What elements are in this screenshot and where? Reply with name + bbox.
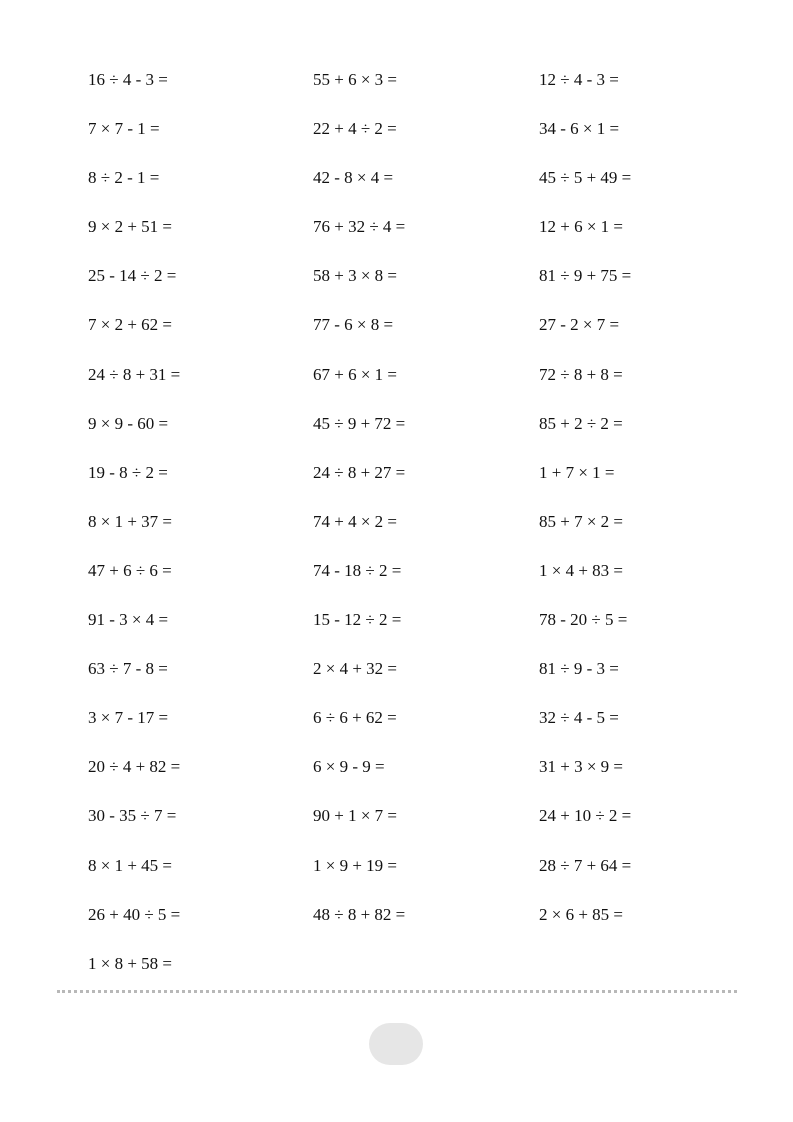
math-problem: 8 × 1 + 37 = [88,511,173,531]
math-problem: 1 × 4 + 83 = [539,560,624,580]
math-problem: 32 ÷ 4 - 5 = [539,708,619,728]
math-problem: 8 × 1 + 45 = [88,855,173,875]
math-problem: 1 + 7 × 1 = [539,462,615,482]
math-problem: 27 - 2 × 7 = [539,315,620,335]
math-problem: 74 + 4 × 2 = [313,511,398,531]
math-problem: 25 - 14 ÷ 2 = [88,266,177,286]
math-problem: 42 - 8 × 4 = [313,168,394,188]
math-problem: 24 ÷ 8 + 31 = [88,364,181,384]
math-problem: 1 × 9 + 19 = [313,855,398,875]
math-problem: 45 ÷ 9 + 72 = [313,413,406,433]
math-problem: 77 - 6 × 8 = [313,315,394,335]
math-problem: 26 + 40 ÷ 5 = [88,904,181,924]
math-problem: 85 + 2 ÷ 2 = [539,413,623,433]
math-problem: 72 ÷ 8 + 8 = [539,364,623,384]
math-problem: 85 + 7 × 2 = [539,511,624,531]
math-problem: 55 + 6 × 3 = [313,70,398,89]
math-problem: 91 - 3 × 4 = [88,610,169,630]
math-problem: 12 + 6 × 1 = [539,217,624,237]
math-problem: 19 - 8 ÷ 2 = [88,462,168,482]
problem-column-3 [539,65,759,949]
math-problem: 24 + 10 ÷ 2 = [539,806,632,826]
math-problem: 81 ÷ 9 - 3 = [539,659,619,679]
page-number-badge [369,1023,423,1065]
dotted-divider [57,990,737,993]
math-problem: 90 + 1 × 7 = [313,806,398,826]
math-problem: 24 ÷ 8 + 27 = [313,462,406,482]
math-problem: 7 × 7 - 1 = [88,119,160,139]
math-problem: 9 × 9 - 60 = [88,413,169,433]
math-problem: 1 × 8 + 58 = [88,953,173,973]
math-problem: 12 ÷ 4 - 3 = [539,70,619,89]
math-problem: 7 × 2 + 62 = [88,315,173,335]
math-problem: 48 ÷ 8 + 82 = [313,904,406,924]
math-problem: 8 ÷ 2 - 1 = [88,168,160,188]
math-problem: 58 + 3 × 8 = [313,266,398,286]
math-problem: 20 ÷ 4 + 82 = [88,757,181,777]
math-problem: 6 ÷ 6 + 62 = [313,708,397,728]
math-problem: 15 - 12 ÷ 2 = [313,610,402,630]
math-problem: 74 - 18 ÷ 2 = [313,560,402,580]
math-problem: 2 × 6 + 85 = [539,904,624,924]
math-problem: 67 + 6 × 1 = [313,364,398,384]
math-problem: 63 ÷ 7 - 8 = [88,659,168,679]
math-problem: 76 + 32 ÷ 4 = [313,217,406,237]
math-problem: 2 × 4 + 32 = [313,659,398,679]
problem-column-1 [88,65,308,998]
math-problem: 34 - 6 × 1 = [539,119,620,139]
math-problem: 81 ÷ 9 + 75 = [539,266,632,286]
math-problem: 9 × 2 + 51 = [88,217,173,237]
math-problem: 78 - 20 ÷ 5 = [539,610,628,630]
problem-column-2 [313,65,533,949]
math-problem: 16 ÷ 4 - 3 = [88,70,168,89]
math-problem: 31 + 3 × 9 = [539,757,624,777]
math-problem: 30 - 35 ÷ 7 = [88,806,177,826]
math-problem: 3 × 7 - 17 = [88,708,169,728]
math-problem: 45 ÷ 5 + 49 = [539,168,632,188]
math-problem: 6 × 9 - 9 = [313,757,385,777]
math-problem: 28 ÷ 7 + 64 = [539,855,632,875]
math-problem: 22 + 4 ÷ 2 = [313,119,397,139]
math-problem: 47 + 6 ÷ 6 = [88,560,172,580]
